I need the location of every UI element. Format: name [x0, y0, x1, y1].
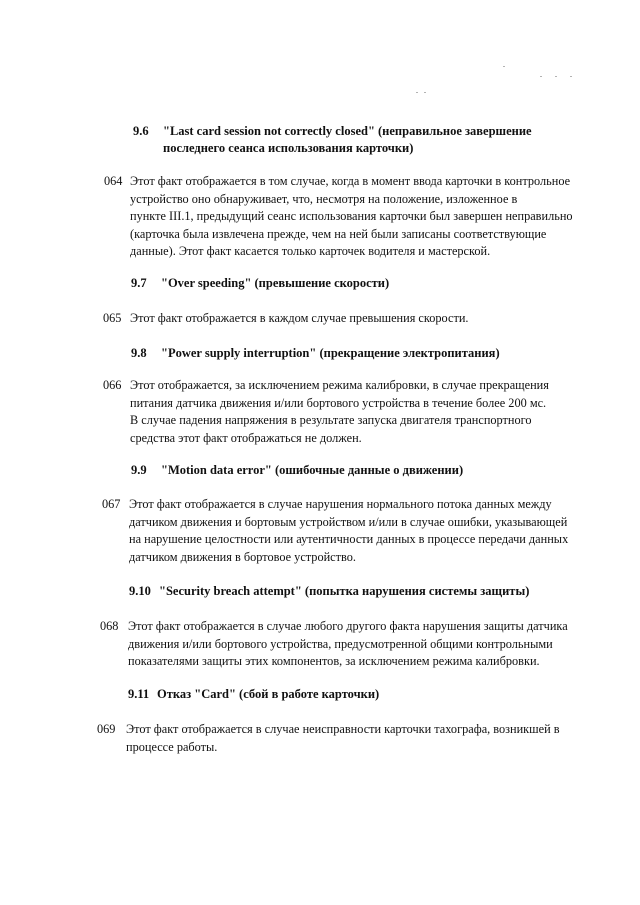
paragraph-line: Этот факт отображается в случае любого другого факта нарушения защиты датчика — [128, 619, 568, 633]
paragraph-number: 065 — [103, 311, 122, 325]
section-title: Отказ "Card" (сбой в работе карточки) — [157, 687, 380, 701]
section-title: последнего сеанса использования карточки) — [163, 141, 414, 155]
paragraph — [104, 173, 573, 261]
section-title: "Last card session not correctly closed" (неправильное завершение — [163, 124, 532, 138]
scan-speck — [540, 76, 542, 77]
section-number: 9.11 — [128, 687, 150, 701]
paragraph-line: пункте III.1, предыдущий сеанс использования карточки был завершен неправильно — [130, 209, 573, 223]
section-number: 9.7 — [131, 276, 147, 290]
paragraph-number: 067 — [102, 497, 121, 511]
paragraph-line: Этот факт отображается в том случае, когда в момент ввода карточки в контрольное — [130, 174, 571, 188]
paragraph-line: Этот факт отображается в случае неисправности карточки тахографа, возникшей в — [126, 722, 560, 736]
paragraph-line: датчиком движения и бортовым устройством и/или в случае ошибки, указывающей — [129, 514, 568, 529]
paragraph-number: 069 — [97, 722, 116, 736]
section-title: "Power supply interruption" (прекращение электропитания) — [161, 346, 500, 360]
section-number: 9.10 — [129, 584, 151, 598]
paragraph-line: процессе работы. — [126, 739, 218, 754]
paragraph — [103, 310, 468, 328]
paragraph-number: 066 — [103, 378, 122, 392]
paragraph-line: устройство оно обнаруживает, что, несмотря на положение, изложенное в — [130, 191, 518, 206]
section-heading — [131, 462, 463, 479]
scan-speck — [555, 76, 557, 77]
section-heading — [129, 583, 529, 600]
paragraph-line: (карточка была извлечена прежде, чем на ней были записаны соответствующие — [130, 226, 547, 241]
paragraph-line: Этот факт отображается в случае нарушения нормального потока данных между — [129, 497, 552, 511]
section-heading — [133, 123, 532, 157]
paragraph-line: датчиком движения в бортовое устройство. — [129, 549, 356, 564]
section-number: 9.8 — [131, 346, 147, 360]
section-heading — [128, 686, 379, 703]
section-heading — [131, 275, 389, 292]
paragraph-line: показателями защиты этих компонентов, за исключением режима калибровки. — [128, 654, 540, 668]
scan-speck — [503, 66, 505, 67]
paragraph-line: В случае падения напряжения в результате запуска двигателя транспортного — [130, 413, 532, 427]
scan-speck — [416, 92, 418, 93]
paragraph-line: движения и/или бортового устройства, предусмотренной общими контрольными — [128, 636, 553, 651]
section-title: "Motion data error" (ошибочные данные о движении) — [161, 463, 464, 477]
paragraph — [97, 721, 560, 756]
scan-speck — [424, 92, 426, 93]
section-title: "Over speeding" (превышение скорости) — [161, 276, 390, 290]
paragraph-line: данные). Этот факт касается только карточек водителя и мастерской. — [130, 244, 491, 258]
paragraph-number: 068 — [100, 619, 119, 633]
paragraph-number: 064 — [104, 174, 123, 188]
section-number: 9.6 — [133, 124, 149, 138]
section-title: "Security breach attempt" (попытка нарушения системы защиты) — [159, 584, 530, 598]
paragraph-line: средства этот факт отображаться не должен. — [130, 430, 362, 445]
paragraph-line: Этот отображается, за исключением режима калибровки, в случае прекращения — [130, 378, 549, 392]
scan-speck — [570, 76, 572, 77]
paragraph — [100, 618, 568, 671]
paragraph-line: на нарушение целостности или аутентичности данных в процессе передачи данных — [129, 532, 569, 546]
paragraph-line: Этот факт отображается в каждом случае превышения скорости. — [130, 311, 469, 325]
section-number: 9.9 — [131, 463, 147, 477]
section-heading — [131, 345, 500, 362]
paragraph-line: питания датчика движения и/или бортового устройства в течение более 200 мс. — [130, 395, 547, 410]
paragraph — [103, 377, 549, 447]
paragraph — [102, 496, 568, 566]
